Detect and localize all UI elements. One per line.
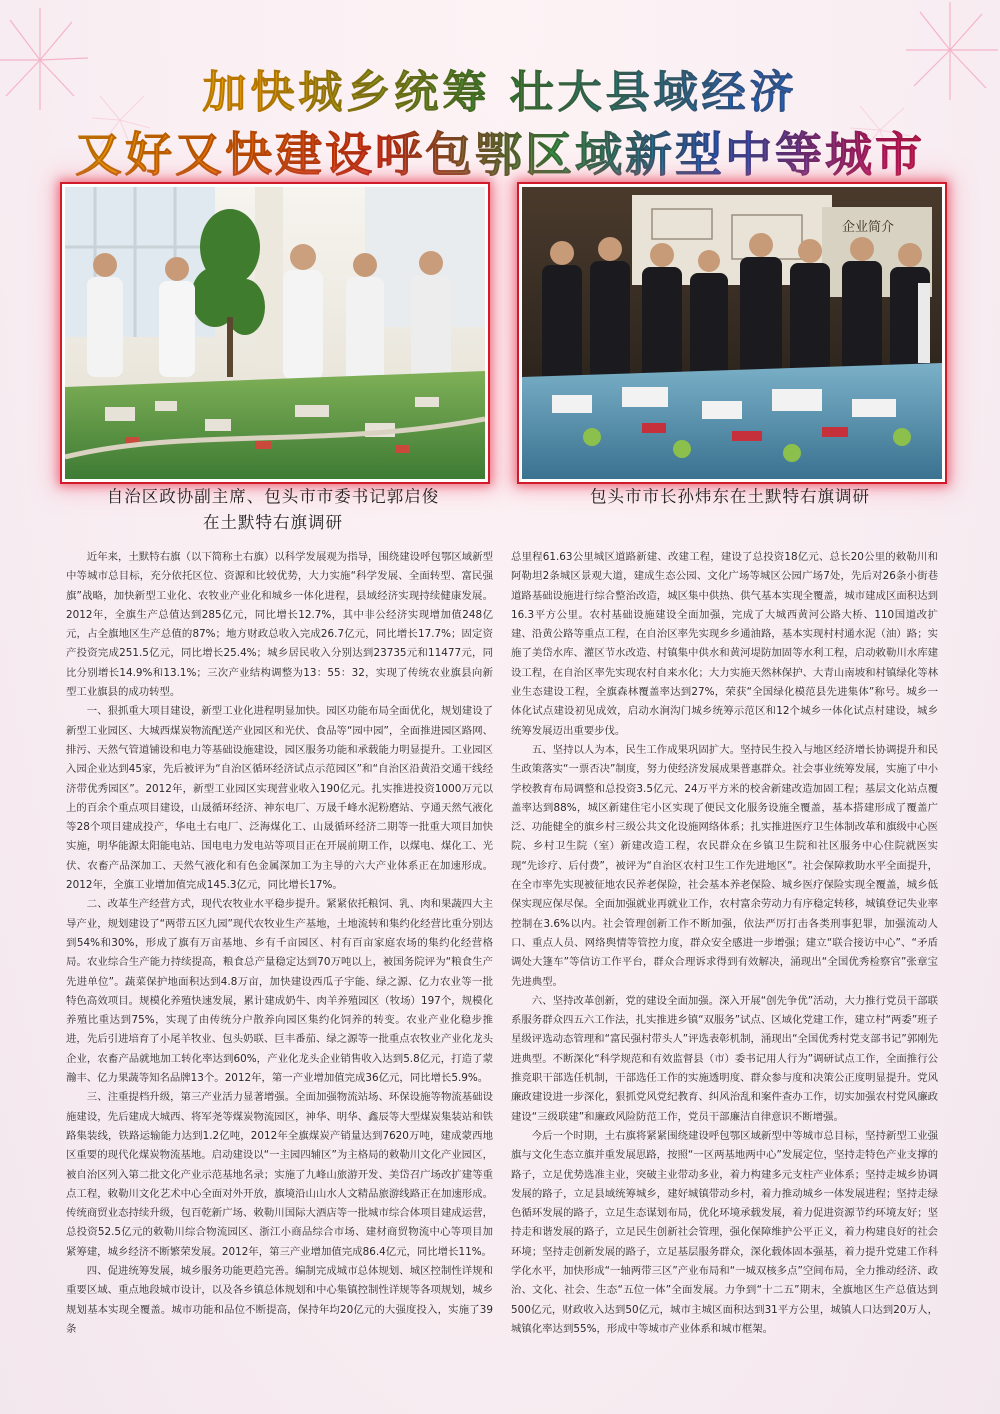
caption-left-line-1: 自治区政协副主席、包头市市委书记郭启俊 bbox=[106, 487, 440, 506]
article-paragraph: 今后一个时期，土右旗将紧紧围绕建设呼包鄂区域新型中等城市总目标，坚持新型工业强旗与文化生态立旗并重发展思路，按照“一区两基地两中心”发展定位，坚持走特色产业支撑的路子，立足优势选准主业，突破主业带动多业，着力构建多元支柱产业体系；坚持走城乡协调发展的路子，立足县域统筹城乡，建好城镇带动乡村，着力推动城乡一体发展进程；坚持走绿色循环发展的路子，立足生态谋划布局，优化环境承载发展，着力促进资源节约环境友好；坚持走和谐发展的路子，立足民生创新社会管理，强化保障维护公平正义，着力构建良好的社会环境；坚持走创新发展的路子，立足基层服务群众，深化载体固本强基，着力提升党建工作科学化水平，加快形成“一轴两带三区”产业布局和“一城双核多点”空间布局，全力推动经济、政治、文化、社会、生态“五位一体”全面发展。力争到“十二五”期末，全旗地区生产总值达到500亿元，财政收入达到50亿元，城市主城区面积达到31平方公里，城镇人口达到20万人，城镇化率达到55%，形成中等城市产业体系和城市框架。 bbox=[511, 1129, 938, 1335]
photo-caption-right bbox=[500, 484, 960, 510]
article-paragraph: 二、改革生产经营方式，现代农牧业水平稳步提升。紧紧依托粮饲、乳、肉和果蔬四大主导产业，规划建设了“两带五区九园”现代农牧业生产基地，土地流转和集约化经营比重分别达到54%和30%，形成了旗有万亩基地、乡有千亩园区、村有百亩家庭农场的集约化经营格局。农业综合生产能力持续提高，粮食总产量稳定达到70万吨以上，被国务院评为“粮食生产先进单位”。蔬菜保护地面积达到4.8万亩，加快建设西瓜子宇能、绿之源、亿力农业等一批特色高效项目。规模化养殖快速发展，累计建成奶牛、肉羊养殖园区（牧场）197个，规模化养殖比重达到75%，实现了由传统分户散养向园区集约化饲养的转变。农业产业化稳步推进，先后引进培育了小尾羊牧业、包头奶联、巨丰番茄、绿之源等一批重点农牧业产业化龙头企业，农畜产品就地加工转化率达到60%，产业化龙头企业销售收入达到5.8亿元，打造了蒙瀚丰、亿力果蔬等知名品牌13个。2012年，第一产业增加值完成36亿元，同比增长5.9%。 bbox=[66, 898, 493, 1085]
photo-caption-left bbox=[43, 484, 503, 536]
article-body bbox=[66, 548, 938, 1339]
article-paragraph: 六、坚持改革创新，党的建设全面加强。深入开展“创先争优”活动，大力推行党员干部联系服务群众四五六工作法，扎实推进乡镇“双服务”试点、区域化党建工作，建立村“两委”班子星级评选动态管理和“富民强村带头人”评选表彰机制，涌现出“全国优秀村党支部书记”郭刚先进典型。不断深化“科学规范和有效监督县（市）委书记用人行为”调研试点工作，全面推行公推竞职干部选任机制，干部选任工作的实施透明度、群众参与度和决策公正度明显提升。党风廉政建设进一步深化，狠抓党风党纪教育、纠风治乱和案件查办工作，切实加强农村党风廉政建设“三级联建”和廉政风险防范工作，党员干部廉洁自律意识不断增强。 bbox=[511, 994, 938, 1123]
article-paragraph: 一、狠抓重大项目建设，新型工业化进程明显加快。园区功能布局全面优化，规划建设了新型工业园区、大城西煤炭物流配送产业园区和光伏、食品等“园中园”，全面推进园区路网、排污、天然气管道铺设和电力等基础设施建设，园区服务功能和承载能力明显提升。工业园区入园企业达到45家，先后被评为“自治区循环经济试点示范园区”和“自治区沿黄沿交通干线经济带优秀园区”。2012年，新型工业园区实现营业收入190亿元。扎实推进投资1000万元以上的百余个重点项目建设，山晟循环经济、神东电厂、万晟千峰水泥粉磨站、亨通天然气液化等28个项目建成投产，华电土右电厂、泛海煤化工、山晟循环经济二期等一批重大项目加快实施，明华能源太阳能电站、国电电力发电站等项目正在开展前期工作，以煤电、煤化工、光伏、农畜产品深加工、天然气液化和有色金属深加工为主导的六大产业体系正在加速形成。2012年，全旗工业增加值完成145.3亿元，同比增长17%。 bbox=[66, 705, 493, 892]
photo-officials-inspection-right bbox=[519, 184, 945, 482]
headline-line-2: 又好又快建设呼包鄂区域新型中等城市 bbox=[0, 118, 1000, 185]
article-column-left bbox=[66, 548, 493, 1339]
photo-officials-inspection-left bbox=[62, 184, 488, 482]
caption-left-line-2: 在土默特右旗调研 bbox=[203, 513, 343, 532]
article-column-right bbox=[511, 548, 938, 1339]
article-paragraph: 近年来，土默特右旗（以下简称土右旗）以科学发展观为指导，围绕建设呼包鄂区域新型中等城市总目标，充分依托区位、资源和比较优势，大力实施“科学发展、全面转型、富民强旗”战略，加快新型工业化、农牧业产业化和城乡一体化进程，县域经济实现持续健康发展。2012年，全旗生产总值达到285亿元，同比增长12.7%，其中非公经济实现增加值248亿元，占全旗地区生产总值的87%；地方财政总收入完成26.7亿元，同比增长17.7%；固定资产投资完成251.5亿元，同比增长25.4%；城乡居民收入分别达到23735元和11477元，同比分别增长14.9%和13.1%；三次产业结构调整为13：55：32，实现了传统农业旗县向新型工业旗县的成功转型。 bbox=[66, 551, 493, 699]
headline-line-1: 加快城乡统筹 壮大县域经济 bbox=[0, 56, 1000, 120]
article-paragraph: 四、促进统筹发展，城乡服务功能更趋完善。编制完成城市总体规划、城区控制性详规和重要区域、重点地段城市设计，以及各乡镇总体规划和中心集镇控制性详规等各项规划，城乡规划基本实现全覆盖。城市功能和品位不断提高，保持年均20亿元的大强度投入，实施了39条 bbox=[66, 1264, 493, 1335]
article-paragraph: 三、注重提档升级，第三产业活力显著增强。全面加强物流站场、环保设施等物流基础设施建设，先后建成大城西、将军尧等煤炭物流园区，神华、明华、鑫辰等大型煤炭集装站和铁路集装线，铁路运输能力达到1.2亿吨，2012年全旗煤炭产销量达到7620万吨，建成蒙西地区重要的现代化煤炭物流基地。启动建设以“一主园四辅区”为主格局的敕勒川文化产业园区，被自治区列入第二批文化产业示范基地名录；实施了九峰山旅游开发、美岱召广场改扩建等重点工程，敕勒川文化艺术中心全面对外开放，旗境沿山山水人文精品旅游线路正在加速形成。传统商贸业态持续升级，包百乾新广场、敕勒川国际大酒店等一批城市综合体项目建成运营，总投资52.5亿元的敕勒川综合物流园区、浙江小商品综合市场、建材商贸物流中心等项目加紧筹建，城乡经济不断繁荣发展。2012年，第三产业增加值完成86.4亿元，同比增长11%。 bbox=[66, 1091, 493, 1258]
article-paragraph: 五、坚持以人为本，民生工作成果巩固扩大。坚持民生投入与地区经济增长协调提升和民生政策落实“一票否决”制度，努力使经济发展成果普惠群众。社会事业统筹发展，实施了中小学校教育布局调整和总投资3.5亿元、24万平方米的校舍新建改造加固工程；基层文化站点覆盖率达到88%，城区新建住宅小区实现了便民文化服务设施全覆盖，基本搭建形成了覆盖广泛、功能健全的旗乡村三级公共文化设施网络体系；扎实推进医疗卫生体制改革和旗级中心医院、乡村卫生院（室）新建改造工程，农民群众在乡镇卫生院和社区服务中心住院就医实现“先诊疗、后付费”，被评为“自治区农村卫生工作先进地区”。社会保障救助水平全面提升，在全市率先实现被征地农民养老保险，社会基本养老保险、城乡医疗保险实现全覆盖，城乡低保实现应保尽保。全面加强就业再就业工作，农村富余劳动力有序稳定转移，城镇登记失业率控制在3.6%以内。社会管理创新工作不断加强，依法严厉打击各类刑事犯罪，加强流动人口、重点人员、网络舆情等管控力度，群众安全感进一步增强；建立“联合接访中心”、“矛盾调处大篷车”等信访工作平台，群众合理诉求得到有效解决，涌现出“全国优秀检察官”张章宝先进典型。 bbox=[511, 743, 938, 988]
article-paragraph-continued: 总里程61.63公里城区道路新建、改建工程，建设了总投资18亿元、总长20公里的敕勒川和阿勒坦2条城区景观大道，建成生态公园、文化广场等城区公园广场7处，先后对26条小街巷道路基础设施进行综合整治改造，城区集中供热、供气基本实现全覆盖，城市建成区面积达到16.3平方公里。农村基础设施建设全面加强，完成了大城西黄河公路大桥、110国道改扩建、沿黄公路等重点工程，在自治区率先实现乡乡通油路，基本实现村村通水泥（油）路；实施了美岱水库、灌区节水改造、村镇集中供水和黄河堤防加固等水利工程，启动敕勒川水库建设工程，在自治区率先实现农村自来水化；大力实施天然林保护、大青山南坡和村镇绿化等林业生态建设工程，全旗森林覆盖率达到27%，荣获“全国绿化模范县先进集体”称号。城乡一体化试点建设初见成效，启动水涧沟门城乡统筹示范区和12个城乡一体化试点村建设，城乡统筹发展迈出重要步伐。 bbox=[511, 551, 938, 737]
exhibit-sign-text: 企业简介 bbox=[842, 220, 895, 235]
caption-right-line-1: 包头市市长孙炜东在土默特右旗调研 bbox=[590, 487, 870, 506]
